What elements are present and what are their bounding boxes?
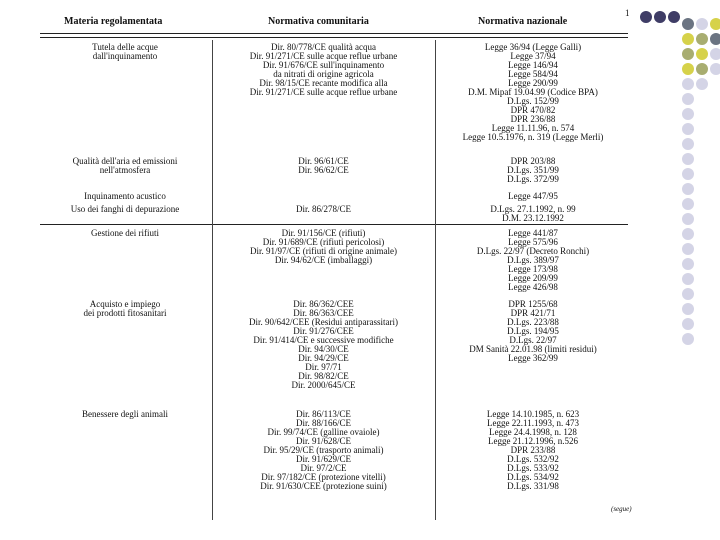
comunitaria-line: Dir. 90/642/CEE (Residui antiparassitari): [249, 317, 398, 327]
dot-lavender: [710, 63, 720, 75]
nazionale-line: DPR 236/88: [510, 114, 556, 124]
comunitaria-line: Dir. 86/278/CE: [295, 204, 351, 214]
dot-navy: [668, 11, 680, 23]
materia-line: dall'inquinamento: [92, 51, 158, 61]
cell-nazionale: [440, 157, 626, 184]
cell-nazionale: [440, 410, 626, 491]
nazionale-line: Legge 146/94: [508, 60, 558, 70]
nazionale-line: Legge 36/94 (Legge Galli): [484, 42, 582, 52]
nazionale-line: Legge 290/99: [508, 78, 558, 88]
materia-line: Benessere degli animali: [82, 409, 168, 419]
comunitaria-line: Dir. 98/15/CE recante modifica alla: [259, 78, 388, 88]
header-comunitaria: Normativa comunitaria: [268, 16, 369, 27]
dot-lavender: [682, 108, 694, 120]
dot-lavender: [696, 18, 708, 30]
cell-materia: [42, 205, 208, 214]
page-number: 1: [625, 8, 630, 18]
cell-materia: [42, 43, 208, 61]
nazionale-line: Legge 22.11.1993, n. 473: [487, 418, 579, 428]
dot-lavender: [682, 153, 694, 165]
dot-lavender: [696, 78, 708, 90]
nazionale-line: D.M. 23.12.1992: [502, 213, 564, 223]
nazionale-line: Legge 575/96: [508, 237, 558, 247]
nazionale-line: Legge 11.11.96, n. 574: [491, 123, 575, 133]
nazionale-line: Legge 14.10.1985, n. 623: [486, 409, 580, 419]
nazionale-line: Legge 24.4.1998, n. 128: [489, 427, 577, 437]
cell-comunitaria: [216, 43, 431, 97]
comunitaria-line: Dir. 80/778/CE qualità acqua: [271, 42, 376, 52]
header-rule: [40, 33, 628, 34]
cell-nazionale: [440, 205, 626, 223]
dot-navy: [640, 11, 652, 23]
dot-lavender: [682, 123, 694, 135]
comunitaria-line: Dir. 86/363/CEE: [293, 308, 354, 318]
dot-lime: [710, 18, 720, 30]
dot-lavender: [682, 228, 694, 240]
header-materia: Materia regolamentata: [64, 16, 163, 27]
materia-line: Tutela delle acque: [92, 42, 158, 52]
dot-lavender: [682, 183, 694, 195]
comunitaria-line: Dir. 91/676/CE sull'inquinamento: [262, 60, 385, 70]
nazionale-line: Legge 441/87: [508, 228, 558, 238]
comunitaria-line: Dir. 97/2/CE: [300, 463, 347, 473]
comunitaria-line: Dir. 94/62/CE (imballaggi): [274, 255, 373, 265]
column-divider-1: [212, 40, 213, 520]
comunitaria-line: Dir. 97/182/CE (protezione vitelli): [261, 472, 386, 482]
cell-nazionale: [440, 300, 626, 363]
comunitaria-line: Dir. 86/113/CE: [296, 409, 351, 419]
dot-lime: [682, 63, 694, 75]
dot-slate: [682, 18, 694, 30]
comunitaria-line: Dir. 91/156/CE (rifiuti): [281, 228, 366, 238]
cell-comunitaria: [216, 410, 431, 491]
comunitaria-line: Dir. 91/271/CE sulle acque reflue urbane: [249, 87, 398, 97]
dot-lavender: [710, 48, 720, 60]
dot-olive: [682, 48, 694, 60]
dot-lavender: [682, 138, 694, 150]
materia-line: dei prodotti fitosanitari: [83, 308, 167, 318]
dot-lavender: [682, 258, 694, 270]
nazionale-line: Legge 362/99: [508, 353, 558, 363]
section-divider-rule: [40, 224, 628, 225]
dot-lavender: [682, 198, 694, 210]
comunitaria-line: Dir. 88/166/CE: [295, 418, 351, 428]
nazionale-line: Legge 447/95: [508, 191, 558, 201]
nazionale-line: D.Lgs. 372/99: [507, 174, 559, 184]
cell-materia: [42, 229, 208, 238]
cell-materia: [42, 410, 208, 419]
nazionale-line: D.M. Mipaf 19.04.99 (Codice BPA): [468, 87, 598, 97]
materia-line: Gestione dei rifiuti: [91, 228, 159, 238]
comunitaria-line: Dir. 91/276/CEE: [293, 326, 354, 336]
comunitaria-line: Dir. 97/71: [305, 362, 342, 372]
comunitaria-line: Dir. 91/689/CE (rifiuti pericolosi): [262, 237, 385, 247]
nazionale-line: D.Lgs. 27.1.1992, n. 99: [490, 204, 576, 214]
materia-line: Acquisto e impiego: [89, 299, 161, 309]
comunitaria-line: Dir. 94/30/CE: [298, 344, 349, 354]
cell-comunitaria: [216, 205, 431, 214]
nazionale-line: D.Lgs. 534/92: [507, 472, 559, 482]
dot-lavender: [682, 78, 694, 90]
comunitaria-line: Dir. 91/97/CE (rifiuti di origine animale): [250, 246, 397, 256]
column-divider-2: [435, 40, 436, 520]
dot-lavender: [682, 318, 694, 330]
nazionale-line: D.Lgs. 223/88: [507, 317, 559, 327]
cell-comunitaria: [216, 157, 431, 175]
nazionale-line: Legge 426/98: [508, 282, 558, 292]
comunitaria-line: Dir. 94/29/CE: [298, 353, 349, 363]
nazionale-line: Legge 21.12.1996, n.526: [488, 436, 578, 446]
nazionale-line: D.Lgs. 194/95: [507, 326, 559, 336]
nazionale-line: Legge 10.5.1976, n. 319 (Legge Merli): [462, 132, 604, 142]
cell-materia: [42, 300, 208, 318]
nazionale-line: DPR 203/88: [510, 156, 556, 166]
dot-slate: [710, 33, 720, 45]
cell-nazionale: [440, 192, 626, 201]
nazionale-line: D.Lgs. 532/92: [507, 454, 559, 464]
comunitaria-line: da nitrati di origine agricola: [273, 69, 374, 79]
nazionale-line: D.Lgs. 389/97: [507, 255, 559, 265]
materia-line: Uso dei fanghi di depurazione: [70, 204, 180, 214]
nazionale-line: DPR 1255/68: [508, 299, 558, 309]
dot-lavender: [682, 288, 694, 300]
comunitaria-line: Dir. 91/629/CE: [295, 454, 351, 464]
nazionale-line: DPR 470/82: [510, 105, 556, 115]
comunitaria-line: Dir. 96/62/CE: [298, 165, 349, 175]
cell-materia: [42, 157, 208, 175]
nazionale-line: DM Sanità 22.01.98 (limiti residui): [469, 344, 597, 354]
comunitaria-line: Dir. 91/628/CE: [295, 436, 351, 446]
nazionale-line: D.Lgs. 22/97: [509, 335, 557, 345]
nazionale-line: DPR 421/71: [510, 308, 556, 318]
comunitaria-line: Dir. 91/271/CE sulle acque reflue urbane: [249, 51, 398, 61]
nazionale-line: Legge 584/94: [508, 69, 558, 79]
materia-line: Inquinamento acustico: [84, 191, 166, 201]
comunitaria-line: Dir. 99/74/CE (galline ovaiole): [267, 427, 380, 437]
dot-lavender: [682, 273, 694, 285]
dot-olive: [696, 33, 708, 45]
cell-nazionale: [440, 43, 626, 142]
cell-nazionale: [440, 229, 626, 292]
nazionale-line: D.Lgs. 22/97 (Decreto Ronchi): [476, 246, 590, 256]
cell-comunitaria: [216, 300, 431, 390]
dot-lime: [696, 48, 708, 60]
comunitaria-line: Dir. 86/362/CEE: [293, 299, 354, 309]
cell-materia: [42, 192, 208, 201]
comunitaria-line: Dir. 98/82/CE: [298, 371, 349, 381]
comunitaria-line: Dir. 91/630/CEE (protezione suini): [260, 481, 387, 491]
nazionale-line: Legge 37/94: [510, 51, 556, 61]
dot-lavender: [682, 168, 694, 180]
comunitaria-line: Dir. 95/29/CE (trasporto animali): [263, 445, 384, 455]
materia-line: Qualità dell'aria ed emissioni: [72, 156, 178, 166]
nazionale-line: D.Lgs. 331/98: [507, 481, 559, 491]
header-rule-double: [40, 37, 628, 38]
nazionale-line: D.Lgs. 533/92: [507, 463, 559, 473]
header-nazionale: Normativa nazionale: [478, 16, 568, 27]
footer-note: (segue): [611, 505, 632, 513]
comunitaria-line: Dir. 96/61/CE: [298, 156, 349, 166]
dot-lavender: [682, 333, 694, 345]
dot-lavender: [682, 243, 694, 255]
comunitaria-line: Dir. 91/414/CE e successive modifiche: [253, 335, 394, 345]
comunitaria-line: Dir. 2000/645/CE: [291, 380, 356, 390]
dot-lavender: [682, 213, 694, 225]
nazionale-line: D.Lgs. 152/99: [507, 96, 559, 106]
nazionale-line: Legge 173/98: [508, 264, 558, 274]
dot-lime: [682, 33, 694, 45]
nazionale-line: DPR 233/88: [510, 445, 556, 455]
nazionale-line: Legge 209/99: [508, 273, 558, 283]
nazionale-line: D.Lgs. 351/99: [507, 165, 559, 175]
dot-olive: [696, 63, 708, 75]
dot-lavender: [682, 93, 694, 105]
materia-line: nell'atmosfera: [99, 165, 151, 175]
dot-navy: [654, 11, 666, 23]
cell-comunitaria: [216, 229, 431, 265]
dot-lavender: [682, 303, 694, 315]
